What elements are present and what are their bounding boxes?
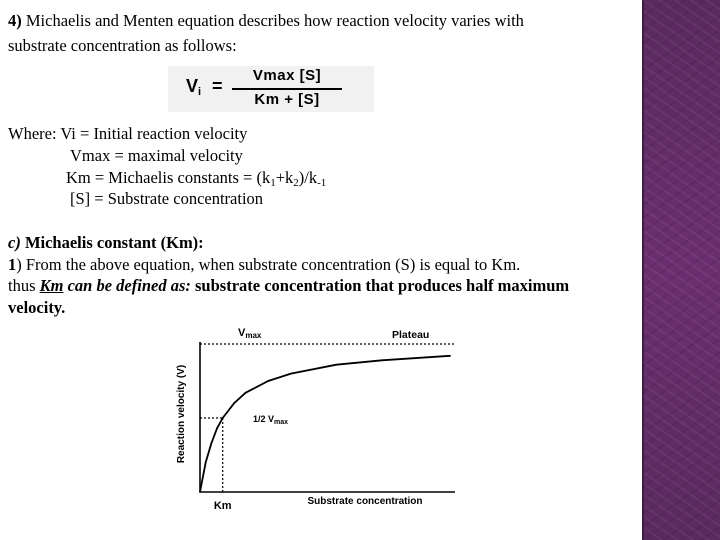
section-title: Michaelis constant (Km):	[20, 233, 204, 252]
formula-numerator: Vmax [S]	[252, 67, 322, 84]
formula-equals: =	[212, 76, 223, 96]
series-curve	[200, 356, 450, 492]
km-axis-label: Km	[213, 500, 232, 512]
data-point	[245, 392, 247, 394]
data-point	[233, 402, 235, 404]
data-point	[205, 462, 207, 464]
km-term: Km	[39, 276, 64, 295]
section-c-para-1: 1) From the above equation, when substrate concentration (S) is equal to Km.	[8, 255, 521, 274]
y-axis-title: Reaction velocity (V)	[176, 364, 187, 464]
where-line-2: Vmax = maximal velocity	[70, 146, 243, 165]
decorative-sidebar	[642, 0, 720, 540]
section-label: c)	[8, 233, 21, 252]
where-line-3: Km = Michaelis constants = $(k_1+k_2)/k_{-1}$	[66, 168, 327, 189]
intro-line-1	[8, 10, 524, 31]
section-c-para-2: thus Km can be defined as: substrate concentration that produces half maximum	[8, 276, 570, 295]
formula-lhs: $V_i$	[186, 76, 202, 98]
half-vmax-label: 1/2 $V_{max}$	[253, 414, 289, 426]
data-point	[210, 442, 212, 444]
data-point	[290, 373, 292, 375]
x-axis-title: Substrate concentration	[307, 496, 423, 507]
data-point	[449, 355, 451, 357]
data-point	[216, 427, 218, 429]
data-point	[335, 364, 337, 366]
section-c-para-3: velocity.	[8, 298, 66, 317]
fraction-bar	[232, 88, 342, 90]
vmax-label: Vmax	[238, 327, 262, 340]
intro-line-2: substrate concentration as follows:	[8, 36, 237, 55]
michaelis-menten-chart	[170, 320, 460, 520]
formula-denominator: Km + [S]	[254, 91, 320, 108]
where-line-4: [S] = Substrate concentration	[70, 189, 264, 208]
data-point	[199, 491, 201, 493]
section-c-heading	[8, 232, 204, 253]
series-points	[199, 355, 451, 493]
michaelis-menten-formula	[168, 66, 374, 112]
data-point	[222, 417, 224, 419]
data-point	[381, 359, 383, 361]
plateau-label: Plateau	[392, 329, 430, 341]
item-number: 4)	[8, 11, 22, 30]
where-line-1: Where: Vi = Initial reaction velocity	[8, 124, 248, 143]
intro-text: Michaelis and Menten equation describes how reaction velocity varies with	[21, 11, 524, 30]
data-point	[267, 380, 269, 382]
